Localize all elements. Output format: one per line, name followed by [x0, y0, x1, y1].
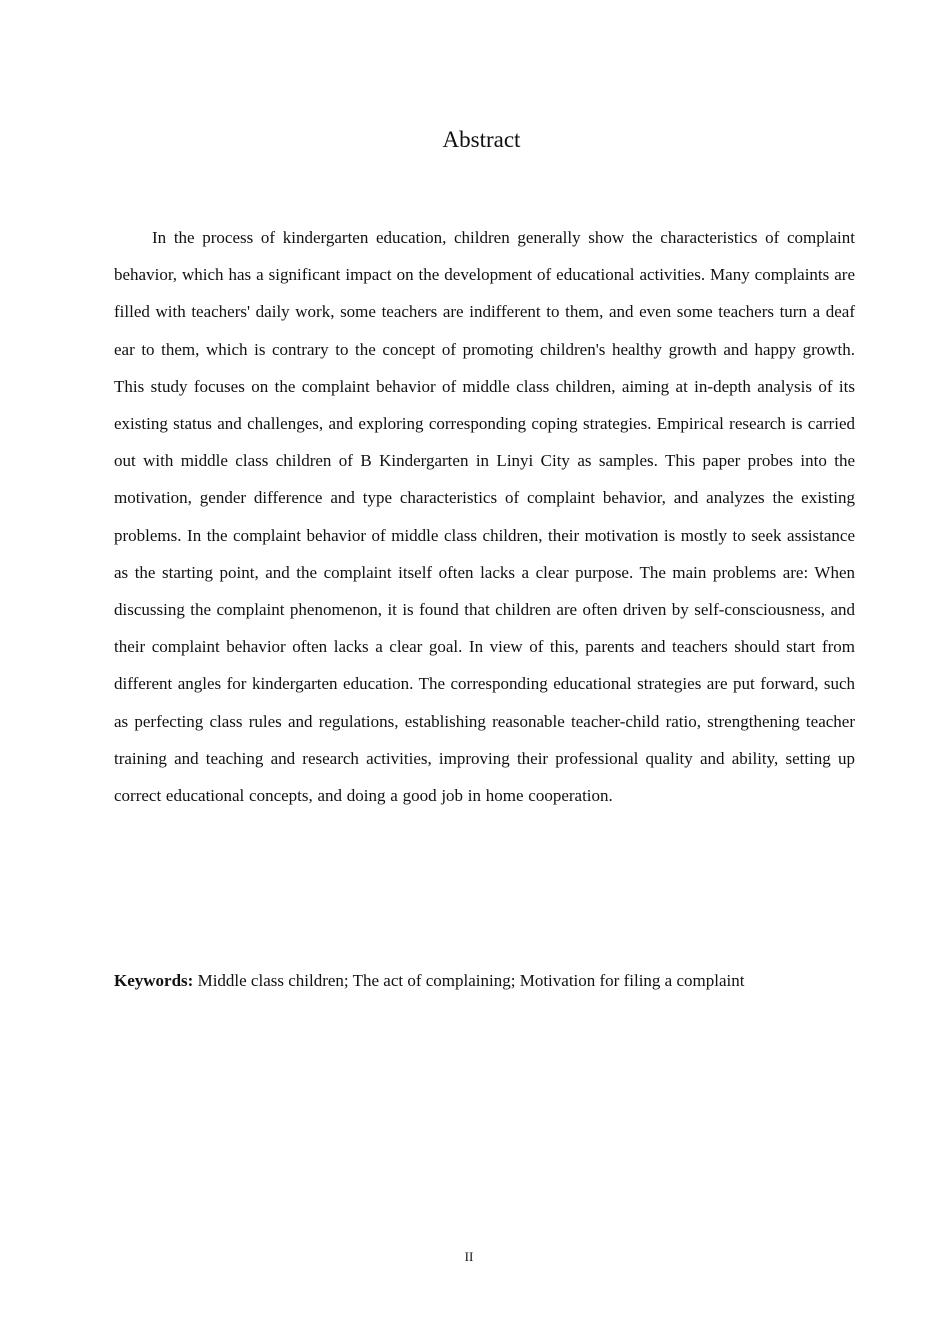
page-title: Abstract: [442, 127, 521, 152]
keywords-label: Keywords:: [114, 971, 194, 990]
abstract-paragraph: In the process of kindergarten education, children generally show the characteristics of complaint behavior, which has a significant impact on the development of educational activities. Many complaints are filled with teachers' daily work, some teachers are indifferent to them, and even some teachers turn a deaf ear to them, which is contrary to the concept of promoting children's healthy growth and happy growth. This study focuses on the complaint behavior of middle class children, aiming at in-depth analysis of its existing status and challenges, and exploring corresponding coping strategies. Empirical research is carried out with middle class children of B Kindergarten in Linyi City as samples. This paper probes into the motivation, gender difference and type characteristics of complaint behavior, and analyzes the existing problems. In the complaint behavior of middle class children, their motivation is mostly to seek assistance as the starting point, and the complaint itself often lacks a clear purpose. The main problems are: When discussing the complaint phenomenon, it is found that children are often driven by self-consciousness, and their complaint behavior often lacks a clear goal. In view of this, parents and teachers should start from different angles for kindergarten education. The corresponding educational strategies are put forward, such as perfecting class rules and regulations, establishing reasonable teacher-child ratio, strengthening teacher training and teaching and research activities, improving their professional quality and ability, setting up correct educational concepts, and doing a good job in home cooperation.: [114, 228, 855, 806]
keywords-text: Middle class children; The act of complaining; Motivation for filing a complaint: [193, 971, 745, 990]
keywords-line: [114, 962, 874, 999]
page-number: II: [464, 1249, 474, 1264]
